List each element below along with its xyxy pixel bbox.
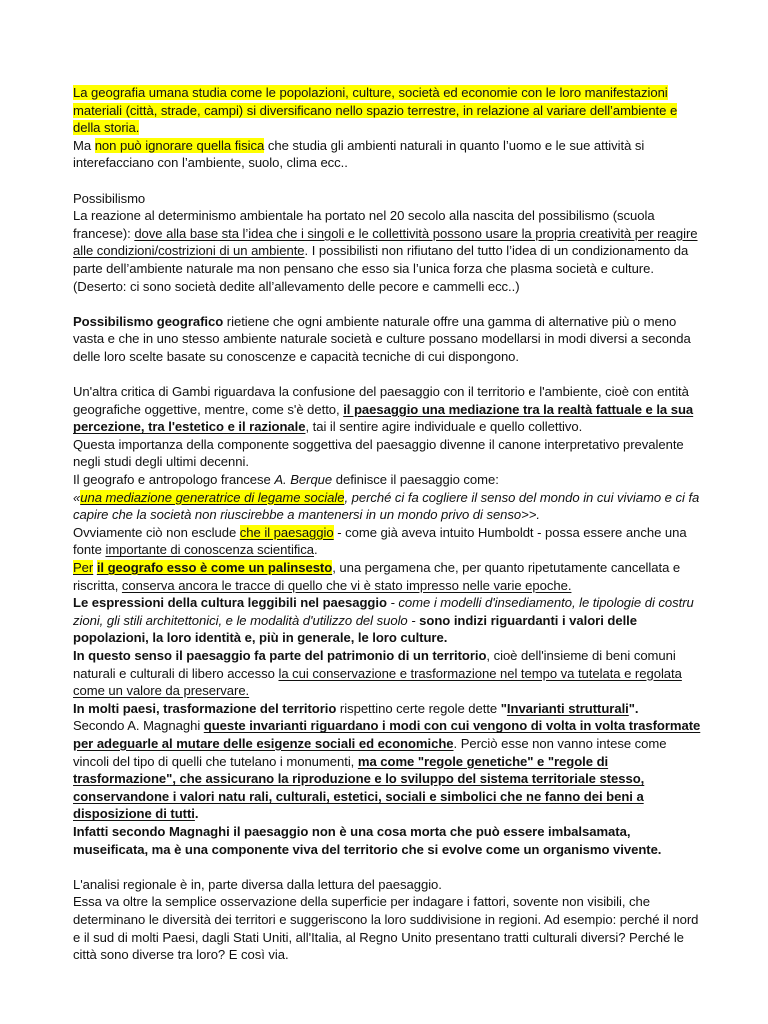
text-line: Infatti secondo Magnaghi il paesaggio non è una cosa morta che può essere imbalsamata, museificata, ma è una componente viva del territorio che si evolve come un organismo vivente. bbox=[73, 823, 662, 857]
highlighted-text: che il paesaggio bbox=[239, 524, 334, 540]
text-run: Il geografo e antropologo francese bbox=[73, 472, 275, 488]
text-line bbox=[73, 700, 702, 718]
analisi-paragraph: Essa va oltre la semplice osservazione della superficie per indagare i fattori, sovente non visibili, che determinano le diversità dei territori e suggeriscono la loro suddivisione in regioni. Ad esempio: perché il nord e il sud di molti Paesi, dagli Stati Uniti, all'Italia, al Regno Unito presentano tratti culturali diversi? Perché le città sono diverse tra loro? E così via. bbox=[73, 894, 699, 963]
author-name: A. Berque bbox=[274, 472, 333, 488]
text-line bbox=[73, 524, 702, 559]
text-run: Un'altra critica di Gambi riguardava la confusione del paesaggio con il territorio e l'ambiente, cioè con entità geografiche oggettive, mentre, come s'è detto, bbox=[73, 384, 689, 417]
gambi-paragraph bbox=[73, 383, 702, 436]
bold-term: Possibilismo geografico bbox=[73, 313, 224, 329]
text-run: . bbox=[314, 542, 318, 558]
possibilismo-paragraph bbox=[73, 207, 702, 295]
analisi-heading-line: L'analisi regionale è in, parte diversa dalla lettura del paesaggio. bbox=[73, 876, 442, 892]
highlighted-definition: La geografia umana studia come le popolazioni, culture, società ed economie con le loro manifestazioni materiali (città, strade, campi) si diversificano nello spazio terrestre, in relazione al variare dell’ambiente e della storia. bbox=[73, 85, 678, 136]
text-run: , cioè dell'insieme di beni comuni naturali e culturali di libero accesso bbox=[73, 648, 676, 681]
intro-paragraph bbox=[73, 84, 702, 172]
bold-text: ". bbox=[628, 700, 639, 716]
text-run: « bbox=[73, 489, 81, 505]
text-line bbox=[73, 647, 702, 700]
bold-text: Le espressioni della cultura leggibili nel paesaggio bbox=[73, 595, 387, 611]
text-line: Questa importanza della componente soggettiva del paesaggio divenne il canone interpretativo prevalente negli studi degli ultimi decenni. bbox=[73, 436, 684, 470]
text-run: che studia gli ambienti naturali in quanto l’uomo e le sue attività si interefacciano con l’ambiente, suolo, clima ecc.. bbox=[73, 137, 645, 171]
text-run: . I possibilisti non rifiutano del tutto l’idea di un condizionamento da parte dell’ambiente naturale ma non pensano che esso sia l’unica forza che plasma società e culture. (Deserto: ci sono società dedite all’allevamento delle pecore e cammelli ecc..) bbox=[73, 243, 689, 294]
highlighted-text: non può ignorare quella fisica bbox=[94, 137, 265, 153]
text-run: definisce il paesaggio come: bbox=[332, 472, 499, 488]
underlined-text: il paesaggio una mediazione tra la realtà fattuale e la sua percezione, tra l'estetico e il razionale bbox=[73, 401, 694, 435]
text-line bbox=[73, 594, 702, 647]
underlined-text: dove alla base sta l’idea che i singoli e le collettività possono usare la propria creatività per reagire alle condizioni/costrizioni di un ambiente bbox=[73, 225, 698, 259]
text-run: Ma bbox=[73, 137, 95, 153]
bold-text: " bbox=[500, 700, 507, 716]
text-run: . Perciò esse non vanno intese come vincoli del tipo di quelli che tutelano i monumenti, bbox=[73, 735, 667, 769]
underlined-text: ma come "regole genetiche" e "regole di trasformazione", che assicurano la riproduzione e lo sviluppo del sistema territoriale stesso, conservandone i valori natu rali, culturali, estetici, sociali e simbolici che ne fanno dei beni a disposizione di tutti bbox=[73, 753, 645, 822]
text-line bbox=[73, 471, 702, 489]
bold-text: . bbox=[194, 806, 199, 822]
highlighted-text: il geografo esso è come un palinsesto bbox=[96, 560, 333, 576]
underlined-text: la cui conservazione e trasformazione nel tempo va tutelata e regolata come un valore da preservare. bbox=[73, 665, 682, 699]
underlined-text: importante di conoscenza scientifica bbox=[105, 542, 315, 558]
underlined-text: conserva ancora le tracce di quello che vi è stato impresso nelle varie epoche. bbox=[121, 577, 572, 593]
text-run: rietiene che ogni ambiente naturale offre una gamma di alternative più o meno vasta e che in uno stesso ambiente naturale società e culture possano modellarsi in modi diversi a seconda delle loro scelte basate su conoscenze e capacità tecniche di cui dispongono. bbox=[73, 313, 691, 364]
highlighted-text: una mediazione generatrice di legame sociale bbox=[80, 489, 345, 505]
bold-text: In questo senso il paesaggio fa parte del patrimonio di un territorio bbox=[73, 648, 487, 663]
text-run: , perché ci fa cogliere il senso del mondo in cui viviamo e ci fa capire che la società non riuscirebbe a mantenersi in un mondo privo di senso>>. bbox=[73, 489, 700, 523]
underlined-text: queste invarianti riguardano i modi con cui vengono di volta in volta trasformate per adeguarle al mutare delle esigenze sociali ed economiche bbox=[73, 718, 701, 751]
berque-quote bbox=[73, 489, 702, 524]
underlined-text: Invarianti strutturali bbox=[506, 700, 629, 716]
italic-text: - come i modelli d'insediamento, le tipologie di costru zioni, gli stili architettonici, e le modalità d'utilizzo del suolo - bbox=[73, 595, 694, 628]
text-line bbox=[73, 717, 702, 823]
possibilismo-geografico-paragraph bbox=[73, 313, 702, 366]
text-run: Secondo A. Magnaghi bbox=[73, 718, 204, 734]
bold-text: In molti paesi, trasformazione del territorio bbox=[73, 700, 337, 716]
section-heading-possibilismo: Possibilismo bbox=[73, 190, 146, 206]
highlighted-text: Per bbox=[73, 560, 94, 576]
bold-text: sono indizi riguardanti i valori delle popolazioni, la loro identità e, più in generale, le loro culture. bbox=[73, 612, 637, 646]
text-run: , una pergamena che, per quanto ripetutamente cancellata e riscritta, bbox=[73, 560, 681, 593]
text-run: La reazione al determinismo ambientale ha portato nel 20 secolo alla nascita del possibilismo (scuola francese): bbox=[73, 208, 655, 241]
palinsesto-line bbox=[73, 559, 702, 594]
text-run: - come già aveva intuito Humboldt - possa essere anche una fonte bbox=[73, 524, 687, 558]
text-run: Ovviamente ciò non esclude bbox=[73, 524, 240, 540]
text-run: , tai il sentire agire individuale e quello collettivo. bbox=[305, 419, 583, 435]
text-run: rispettino certe regole dette bbox=[336, 700, 501, 716]
